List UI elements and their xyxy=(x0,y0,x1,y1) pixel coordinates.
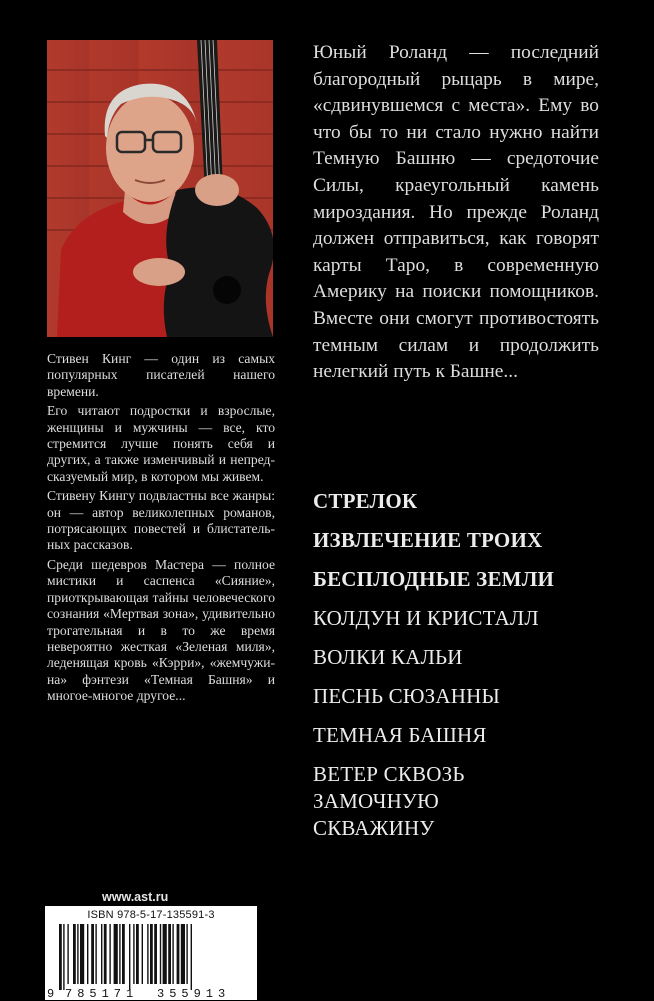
series-title: ИЗВЛЕЧЕНИЕ ТРОИХ xyxy=(313,528,543,552)
barcode-bar xyxy=(160,924,161,984)
barcode-bar xyxy=(191,924,192,990)
barcode-bar xyxy=(77,924,78,984)
bio-paragraph: Его читают подростки и взрослые, женщины и мужчины — все, кто стремится лучше понять себя и других, а также изменчивый и непредсказуемый мир, в котором мы живем. xyxy=(47,403,275,484)
barcode-bar xyxy=(136,924,139,984)
author-bio xyxy=(47,351,275,708)
series-title: БЕСПЛОДНЫЕ ЗЕМЛИ xyxy=(313,567,555,591)
barcode-bar xyxy=(129,924,130,990)
barcode-bar xyxy=(91,924,94,984)
series-titles xyxy=(313,488,633,855)
isbn-number: ISBN 978-5-17-135591-3 xyxy=(87,909,215,921)
author-photo xyxy=(47,40,273,337)
bio-paragraph: Стивен Кинг — один из самых популярных писателей нашего времени. xyxy=(47,351,275,399)
barcode-bar xyxy=(67,924,68,984)
publisher-website[interactable]: www.ast.ru xyxy=(102,890,169,904)
bio-paragraph: Стивену Кингу подвластны все жанры: он — автор великолепных романов, потрясающих повестей и блистательных рассказов. xyxy=(47,488,275,553)
barcode-bar xyxy=(168,924,171,984)
bio-paragraph: Среди шедевров Мастера — полное мистики и саспенса «Сияние», приоткрывающая тайны человеческого сознания «Мертвая зона», удивительно трогательная и в то же время невероятно жесткая «Зеленая миля», леденящая кровь «Кэрри», «жемчужина» фэнтези «Темная Башня» и многое-многое другое... xyxy=(47,556,275,704)
barcode-bar xyxy=(119,924,120,984)
series-title: ПЕСНЬ СЮЗАННЫ xyxy=(313,684,500,708)
series-title: ТЕМНАЯ БАШНЯ xyxy=(313,723,487,747)
barcode-bar xyxy=(163,924,167,984)
barcode-bar xyxy=(150,924,153,984)
barcode-bar xyxy=(154,924,157,984)
barcode-digit-group-left: 785171 xyxy=(65,987,139,1001)
series-title: ВОЛКИ КАЛЬИ xyxy=(313,645,463,669)
series-title: КОЛДУН И КРИСТАЛЛ xyxy=(313,606,539,630)
barcode-bar xyxy=(177,924,180,984)
barcode-bar xyxy=(114,924,118,984)
series-title: СТРЕЛОК xyxy=(313,489,418,513)
blurb-text: Юный Роланд — последний благородный рыцарь в мире, «сдвинувшемся с места». Ему во что бы то ни стало нужно найти Темную Башню — средоточие Силы, краеугольный камень мироздания. Но прежде Роланд должен отправиться, как говорят карты Таро, в современную Америку на поиски помощников. Вместе они смогут противостоять темным силам и продолжить нелегкий путь к Башне... xyxy=(313,42,599,383)
barcode-digit-prefix: 9 xyxy=(47,987,55,1001)
barcode-bars xyxy=(55,924,247,990)
barcode-box xyxy=(45,906,257,1000)
barcode-bar xyxy=(63,924,64,990)
barcode-bar xyxy=(186,924,187,984)
barcode-bar xyxy=(172,924,173,984)
series-title: ВЕТЕР СКВОЗЬ ЗАМОЧНУЮ СКВАЖИНУ xyxy=(313,762,465,840)
barcode-bar xyxy=(95,924,96,984)
barcode-bar xyxy=(147,924,148,984)
book-blurb xyxy=(313,40,599,386)
barcode-bar xyxy=(73,924,76,984)
barcode-bar xyxy=(80,924,84,984)
barcode-bar xyxy=(122,924,125,984)
barcode-bar xyxy=(87,924,88,984)
barcode-bar xyxy=(104,924,107,984)
barcode-bar xyxy=(109,924,110,984)
barcode-bar xyxy=(59,924,62,990)
barcode-bar xyxy=(101,924,102,984)
barcode-digit-group-right: 355913 xyxy=(157,987,231,1001)
barcode-bar xyxy=(133,924,134,984)
barcode-bar xyxy=(142,924,143,984)
barcode-bar xyxy=(181,924,185,984)
